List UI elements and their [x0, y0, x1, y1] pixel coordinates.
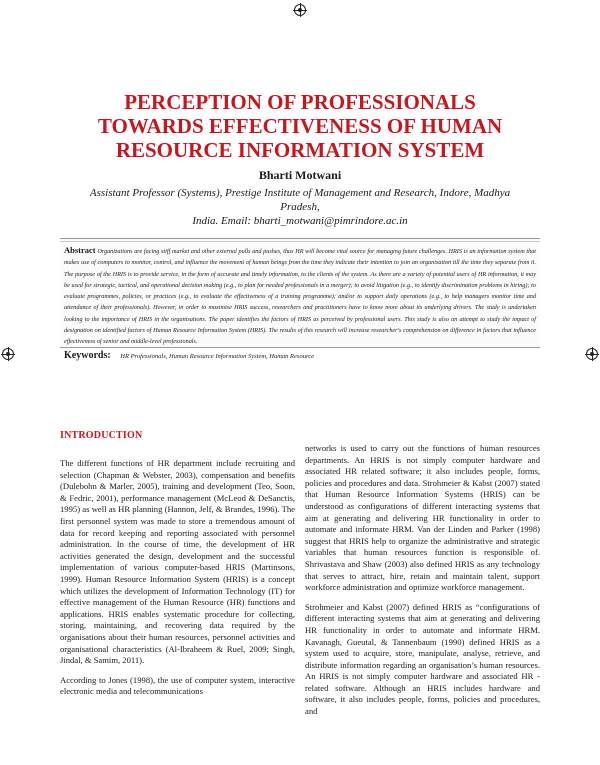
paper-title [40, 90, 560, 162]
author-affiliation [80, 186, 520, 228]
abstract-text: Organizations are facing stiff market and other external pulls and pushes, thus HR will become vital source for managing future challenges. HRIS is an information system that makes use of computers to monitor, control, and influence the movement of human beings from the time they indicate their intention to join an organisation till the time they separate from it. The purpose of the HRIS is to provide service, in the form of accurate and timely information, to the clients of the system. As there are a variety of potential users of HR information, it may be used for strategic, tactical, and operational decision making (e.g., to plan for needed professionals in a merger); to avoid litigation (e.g., to identify discrimination problems in hiring); to evaluate programmes, policies, or practices (e.g., to evaluate the effectiveness of a training programme); and/or to support daily operations (e.g., to help managers monitor time and attendance of their professionals). However, in order to maximise HRIS success, researchers and practitioners have to know more about its underlying drivers. The study is undertaken looking to the importance of HRIS in the organisations. The paper identifies the factors of HRIS as perceived by professional users. This study is also an attempt to study the impact of designation on identified factors of Human Resource Information System (HRIS). The results of this research will increase researcher's comprehension on difference in factors that influence effectiveness of senior and middle-level professionals. [64, 248, 537, 346]
right-column [305, 443, 540, 726]
registration-mark-top-icon [294, 4, 306, 16]
body-paragraph: According to Jones (1998), the use of computer system, interactive electronic media and telecommunications [60, 674, 295, 697]
title-line: TOWARDS EFFECTIVENESS OF HUMAN [97, 114, 503, 138]
keywords-label: Keywords: [64, 350, 111, 361]
body-paragraph: networks is used to carry out the functions of human resources departments. An HRIS is not simply computer hardware and associated HR related software; it also includes people, forms, policies and procedures and data. Strohmeier & Kabst (2007) stated that Human Resource Information Systems (HRIS) can be understood as configurations of different interacting systems that aim at generating and delivering HR functionality in order to automate and informate HRM. Van der Linden and Parker (1998) suggest that HRIS help to organize the administrative and strategic variables that human resources function is responsible of. Shrivastava and Shaw (2003) also defined HRIS as any technology that serves to attract, hire, retain and maintain talent, support workforce administration and optimize workforce management. [305, 443, 540, 593]
abstract-label: Abstract [64, 245, 96, 255]
section-heading-introduction: INTRODUCTION [60, 430, 143, 441]
abstract-box [60, 238, 540, 348]
author-name: Bharti Motwani [258, 168, 342, 182]
affiliation-line: Assistant Professor (Systems), Prestige Institute of Management and Research, Indore, Madhya Pradesh, [89, 187, 511, 213]
body-paragraph: The different functions of HR department include recruiting and selection (Chapman & Webster, 2003), compensation and benefits (Dulebohn & Marler, 2005), training and development (Teo, Soon, & Fedric, 2001), performance management (McLeod & DeSanctis, 1995) as well as HR planning (Hannon, Jelf, & Brandes, 1996). The first personnel system was made to store a tremendous amount of data for record keeping and reporting associated with personnel administration. In the course of time, the development of HR activities generated the design, development and the successful implementation of various computer-based HRIS (Martinsons, 1999). Human Resource Information System (HRIS) is a concept which utilizes the development of Information Technology (IT) for effective management of the Human Resource (HR) functions and applications. HRIS enables systematic procedure for collecting, storing, maintaining, and recovering data required by the organisations about their human resources, personnel activities and organisational characteristics (Al-Ibraheem & Ruel, 2009; Singh, Jindal, & Samim, 2011). [60, 458, 295, 666]
body-paragraph: Strohmeier and Kabst (2007) defined HRIS as “configurations of different interacting systems that aim at generating and delivering HR functionality in order to automate and informate HRM. Kavanagh, Gueutal, & Tannenbaum (1990) defined HRIS as a system used to acquire, store, manipulate, analyse, retrieve, and distribute information regarding an organisation’s human resources. An HRIS is not simply computer hardware and associated HR -related software. Although an HRIS includes hardware and software, it also includes people, forms, policies and procedures, and [305, 601, 540, 717]
keywords [64, 350, 544, 361]
abstract [64, 245, 536, 348]
affiliation-line: India. Email: bharti_motwani@pimrindore.ac.in [192, 215, 408, 227]
left-column [60, 458, 295, 706]
keywords-text: HR Professionals, Human Resource Information System, Human Resource [120, 353, 315, 360]
title-line: RESOURCE INFORMATION SYSTEM [115, 138, 485, 162]
title-line: PERCEPTION OF PROFESSIONALS [124, 90, 476, 114]
registration-mark-left-icon [2, 348, 14, 360]
registration-mark-right-icon [586, 348, 598, 360]
